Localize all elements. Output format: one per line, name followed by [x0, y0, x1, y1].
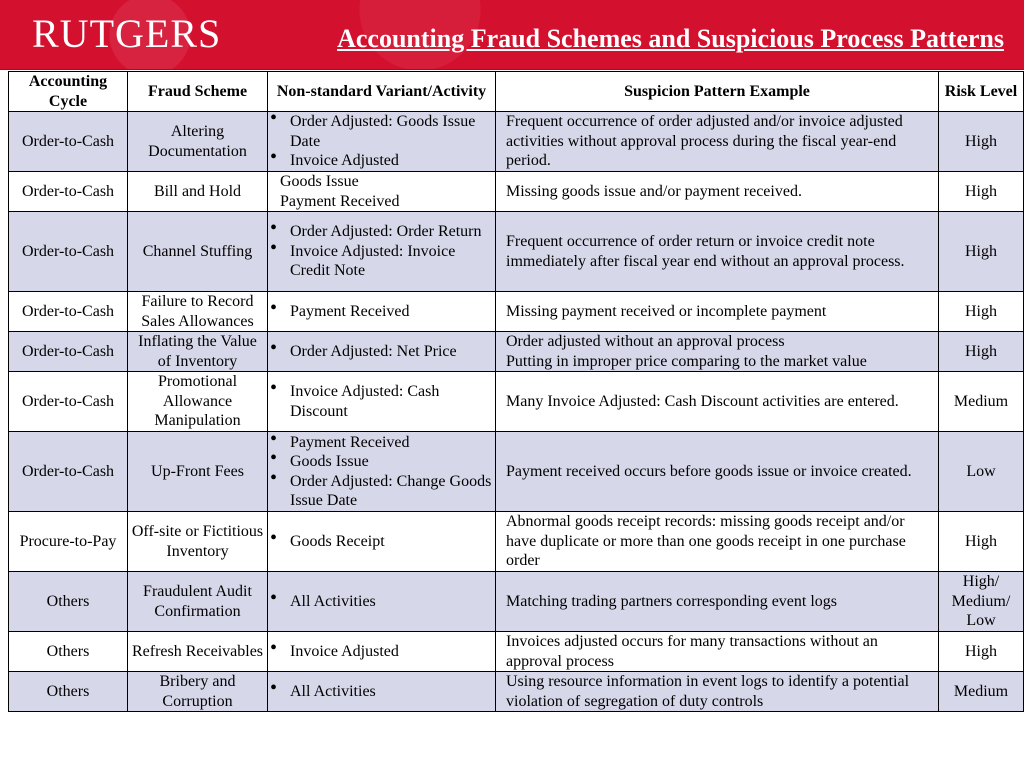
cell-cycle: Order-to-Cash [9, 332, 128, 372]
table-row [9, 292, 1024, 332]
table-row [9, 332, 1024, 372]
col-header-cycle: Accounting Cycle [9, 72, 128, 112]
cell-activity [268, 112, 496, 172]
activity-item: • Payment Received [270, 433, 495, 453]
cell-pattern: Missing goods issue and/or payment received. [496, 172, 939, 212]
cell-activity [268, 332, 496, 372]
cell-cycle: Order-to-Cash [9, 292, 128, 332]
cell-pattern: Using resource information in event logs to identify a potential violation of segregation of duty controls [496, 672, 939, 712]
activity-list [270, 642, 495, 662]
activity-item: • Invoice Adjusted [270, 642, 495, 662]
activity-item: • Order Adjusted: Order Return [270, 222, 495, 242]
cell-scheme: Bill and Hold [128, 172, 268, 212]
cell-scheme: Fraudulent Audit Confirmation [128, 572, 268, 632]
cell-activity [268, 432, 496, 512]
cell-scheme: Refresh Receivables [128, 632, 268, 672]
table-row [9, 212, 1024, 292]
activity-item: • All Activities [270, 682, 495, 702]
cell-cycle: Others [9, 572, 128, 632]
table-row [9, 632, 1024, 672]
activity-item: • Goods Issue [270, 452, 495, 472]
table-row [9, 372, 1024, 432]
cell-pattern: Frequent occurrence of order adjusted and/or invoice adjusted activities without approval process during the fiscal year-end period. [496, 112, 939, 172]
activity-list [270, 302, 495, 322]
cell-pattern: Abnormal goods receipt records: missing goods receipt and/or have duplicate or more than one goods receipt in one purchase order [496, 512, 939, 572]
activity-item: • Payment Received [270, 302, 495, 322]
cell-activity [268, 672, 496, 712]
cell-activity [268, 572, 496, 632]
cell-risk-level: High [939, 112, 1024, 172]
cell-risk-level: Low [939, 432, 1024, 512]
cell-cycle: Others [9, 632, 128, 672]
cell-cycle: Others [9, 672, 128, 712]
cell-scheme: Failure to Record Sales Allowances [128, 292, 268, 332]
activity-list [270, 382, 495, 421]
col-header-scheme: Fraud Scheme [128, 72, 268, 112]
cell-cycle: Order-to-Cash [9, 112, 128, 172]
cell-activity [268, 172, 496, 212]
cell-scheme: Bribery and Corruption [128, 672, 268, 712]
rutgers-logo [32, 10, 221, 58]
cell-risk-level: High/ Medium/ Low [939, 572, 1024, 632]
pattern-line: Order adjusted without an approval process [506, 333, 785, 350]
cell-pattern: Missing payment received or incomplete payment [496, 292, 939, 332]
cell-activity [268, 632, 496, 672]
fraud-schemes-table [8, 71, 1024, 712]
cell-pattern: Payment received occurs before goods issue or invoice created. [496, 432, 939, 512]
cell-cycle: Order-to-Cash [9, 432, 128, 512]
cell-pattern [496, 332, 939, 372]
activity-item: • Order Adjusted: Goods Issue Date [270, 112, 495, 151]
col-header-pattern: Suspicion Pattern Example [496, 72, 939, 112]
cell-activity [268, 372, 496, 432]
cell-risk-level: High [939, 332, 1024, 372]
activity-item: Payment Received [280, 192, 400, 210]
table-header-row [9, 72, 1024, 112]
activity-list [270, 433, 495, 511]
table-row [9, 572, 1024, 632]
col-header-risk: Risk Level [939, 72, 1024, 112]
col-header-activity: Non-standard Variant/Activity [268, 72, 496, 112]
cell-risk-level: High [939, 632, 1024, 672]
cell-scheme: Channel Stuffing [128, 212, 268, 292]
cell-risk-level: High [939, 172, 1024, 212]
activity-list [270, 112, 495, 171]
cell-cycle: Procure-to-Pay [9, 512, 128, 572]
cell-pattern: Many Invoice Adjusted: Cash Discount activities are entered. [496, 372, 939, 432]
cell-scheme: Inflating the Value of Inventory [128, 332, 268, 372]
logo-text: RUTGERS [32, 11, 222, 56]
activity-item: • Invoice Adjusted: Cash Discount [270, 382, 495, 421]
pattern-line: Putting in improper price comparing to the market value [506, 352, 867, 370]
cell-risk-level: High [939, 212, 1024, 292]
cell-risk-level: High [939, 512, 1024, 572]
table-row [9, 172, 1024, 212]
cell-risk-level: Medium [939, 372, 1024, 432]
activity-item: • Order Adjusted: Net Price [270, 342, 495, 362]
activity-item: • Invoice Adjusted [270, 151, 495, 171]
cell-cycle: Order-to-Cash [9, 372, 128, 432]
header-banner [0, 0, 1024, 70]
activity-item: • Goods Receipt [270, 532, 495, 552]
activity-list [270, 592, 495, 612]
cell-scheme: Up-Front Fees [128, 432, 268, 512]
activity-plain-list [270, 172, 493, 211]
cell-scheme: Promotional Allowance Manipulation [128, 372, 268, 432]
cell-scheme: Off-site or Fictitious Inventory [128, 512, 268, 572]
cell-scheme: Altering Documentation [128, 112, 268, 172]
cell-pattern: Frequent occurrence of order return or invoice credit note immediately after fiscal year end without an approval process. [496, 212, 939, 292]
table-row [9, 112, 1024, 172]
cell-pattern: Matching trading partners corresponding event logs [496, 572, 939, 632]
activity-item: • All Activities [270, 592, 495, 612]
cell-activity [268, 292, 496, 332]
cell-pattern: Invoices adjusted occurs for many transactions without an approval process [496, 632, 939, 672]
activity-list [270, 682, 495, 702]
activity-list [270, 222, 495, 281]
cell-activity [268, 212, 496, 292]
table-row [9, 672, 1024, 712]
activity-list [270, 342, 495, 362]
cell-risk-level: Medium [939, 672, 1024, 712]
table-row [9, 512, 1024, 572]
cell-risk-level: High [939, 292, 1024, 332]
activity-item: • Invoice Adjusted: Invoice Credit Note [270, 242, 495, 281]
cell-activity [268, 512, 496, 572]
activity-item: Goods Issue [280, 173, 359, 190]
table-row [9, 432, 1024, 512]
page-title: Accounting Fraud Schemes and Suspicious Process Patterns [337, 24, 1004, 53]
cell-cycle: Order-to-Cash [9, 172, 128, 212]
activity-list [270, 532, 495, 552]
activity-item: • Order Adjusted: Change Goods Issue Date [270, 472, 495, 511]
cell-cycle: Order-to-Cash [9, 212, 128, 292]
